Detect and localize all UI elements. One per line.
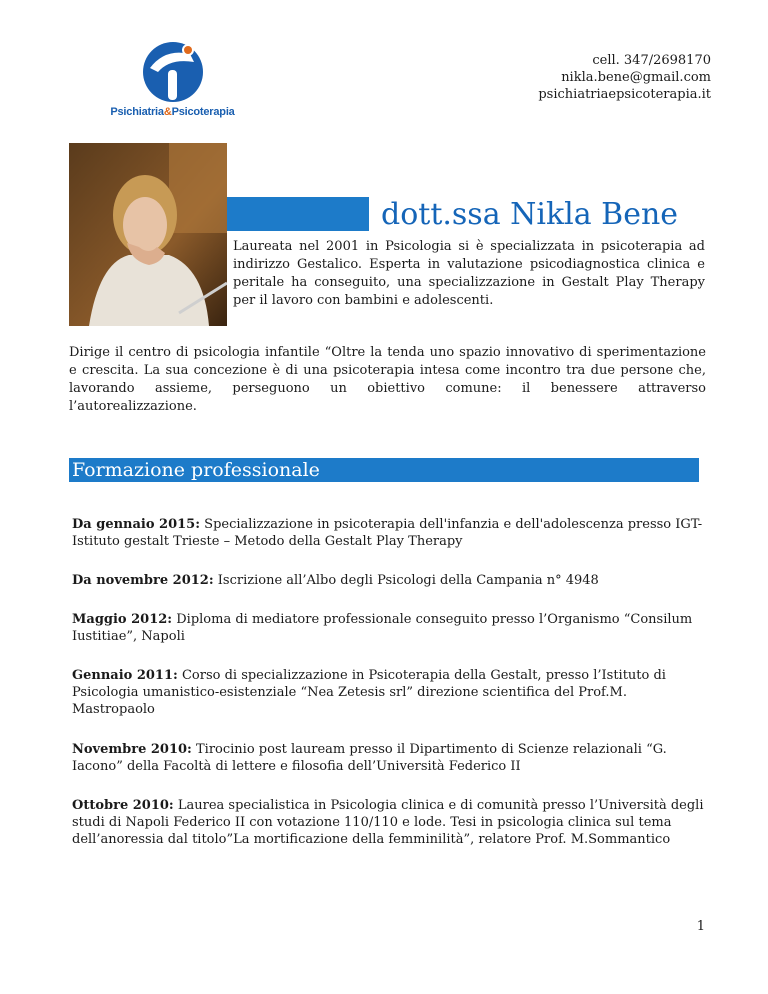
entry-text: Iscrizione all’Albo degli Psicologi della Campania n° 4948 xyxy=(213,573,599,588)
website: psichiatriaepsicoterapia.it xyxy=(538,87,711,102)
education-entry xyxy=(72,797,704,848)
education-entry xyxy=(72,741,704,775)
person-name: dott.ssa Nikla Bene xyxy=(381,197,679,232)
phone-number: cell. 347/2698170 xyxy=(592,53,711,68)
intro-paragraph: Laureata nel 2001 in Psicologia si è specializzata in psicoterapia ad indirizzo Gestalico. Esperta in valutazione psicodiagnostica clinica e peritale ha conseguito, una specializzazione in Gestalt Play Therapy per il lavoro con bambini e adolescenti. xyxy=(233,239,705,308)
education-entry xyxy=(72,516,704,550)
section-banner xyxy=(69,458,699,482)
entry-date: Da novembre 2012: xyxy=(72,573,214,588)
entry-date: Gennaio 2011: xyxy=(72,668,178,683)
education-entry xyxy=(72,667,704,718)
entry-date: Novembre 2010: xyxy=(72,742,192,757)
entry-text: Corso di specializzazione in Psicoterapia della Gestalt, presso l’Istituto di Psicologia umanistico-esistenziale “Nea Zetesis srl” direzione scientifica del Prof.M. Mastropaolo xyxy=(72,668,666,717)
section-title: Formazione professionale xyxy=(72,459,320,481)
portrait-photo xyxy=(69,143,227,326)
entry-text: Tirocinio post lauream presso il Dipartimento di Scienze relazionali “G. Iacono” della Facoltà di lettere e filosofia dell’Università Federico II xyxy=(72,742,667,774)
entry-text: Specializzazione in psicoterapia dell'infanzia e dell'adolescenza presso IGT- Istituto gestalt Trieste – Metodo della Gestalt Play Therapy xyxy=(72,517,703,549)
entry-date: Ottobre 2010: xyxy=(72,798,174,813)
entry-date: Da gennaio 2015: xyxy=(72,517,201,532)
logo-text: Psichiatria&Psicoterapia xyxy=(110,106,235,118)
name-banner xyxy=(227,197,705,231)
logo-figure-icon xyxy=(110,40,235,106)
entry-text: Laurea specialistica in Psicologia clinica e di comunità presso l’Università degli studi di Napoli Federico II con votazione 110/110 e lode. Tesi in psicologia clinica sul tema dell’anoressia dal titolo”La mortificazione della femminilità”, relatore Prof. M.Sommantico xyxy=(72,798,704,847)
contact-info xyxy=(538,52,711,103)
entry-text: Diploma di mediatore professionale conseguito presso l’Organismo “Consilum Iustitiae”, Napoli xyxy=(72,612,693,644)
intro-paragraph-2: Dirige il centro di psicologia infantile “Oltre la tenda uno spazio innovativo di sperimentazione e crescita. La sua concezione è di una psicoterapia intesa come incontro tra due persone che, lavorando assieme, perseguono un obiettivo comune: il benessere attraverso l’autorealizzazione. xyxy=(69,345,706,414)
entry-date: Maggio 2012: xyxy=(72,612,173,627)
email-address: nikla.bene@gmail.com xyxy=(561,70,711,85)
page-number: 1 xyxy=(696,919,705,934)
education-entry xyxy=(72,572,704,589)
logo xyxy=(110,40,235,130)
education-entry xyxy=(72,611,704,645)
